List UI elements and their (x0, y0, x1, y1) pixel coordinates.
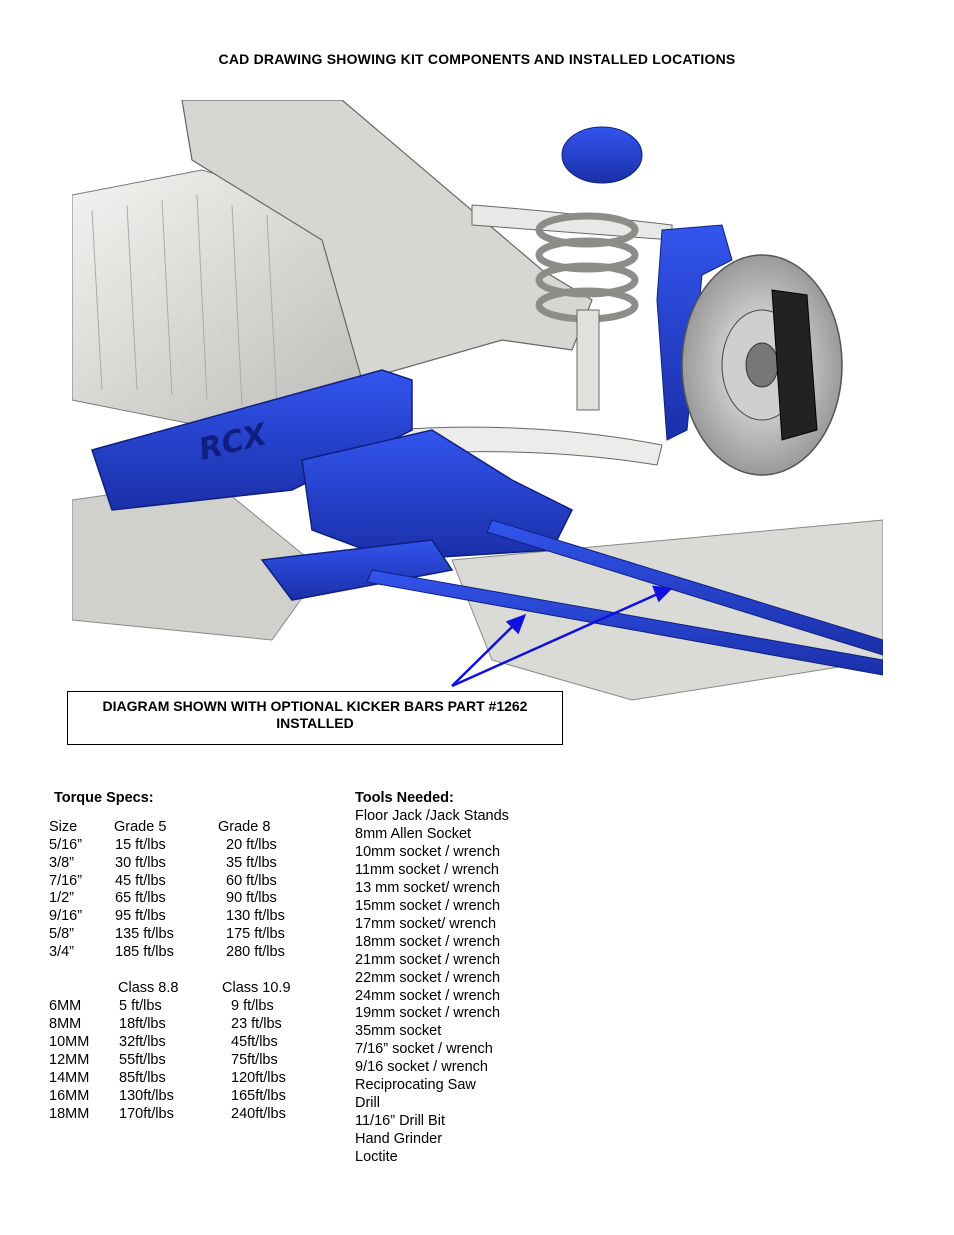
header-size: Size (49, 819, 78, 835)
list-item: 15mm socket / wrench (355, 897, 501, 914)
list-item: 19mm socket / wrench (355, 1005, 501, 1022)
header-grade8: Grade 8 (218, 819, 271, 835)
torque-specs-heading: Torque Specs: (54, 790, 154, 806)
list-item: 24mm socket / wrench (355, 987, 501, 1004)
list-item: 11/16” Drill Bit (355, 1113, 445, 1130)
list-item: 8mm Allen Socket (355, 825, 472, 842)
list-item: 21mm socket / wrench (355, 951, 501, 968)
list-item: Floor Jack /Jack Stands (355, 808, 509, 824)
list-item: 11mm socket / wrench (355, 861, 499, 878)
header-class88: Class 8.8 (118, 980, 179, 996)
list-item: 7/16” socket / wrench (355, 1041, 493, 1058)
tools-needed-heading: Tools Needed: (355, 790, 454, 806)
header-class109: Class 10.9 (222, 980, 291, 996)
list-item: 9/16 socket / wrench (355, 1059, 488, 1076)
page-title: CAD DRAWING SHOWING KIT COMPONENTS AND INSTALLED LOCATIONS (218, 51, 736, 67)
list-item: 22mm socket / wrench (355, 969, 501, 986)
shock-body (577, 310, 599, 410)
kicker-bars-callout: DIAGRAM SHOWN WITH OPTIONAL KICKER BARS PART #1262 INSTALLED (67, 691, 563, 745)
list-item: Reciprocating Saw (355, 1077, 476, 1094)
list-item: Hand Grinder (355, 1131, 443, 1148)
cad-drawing (72, 100, 883, 720)
list-item: 17mm socket/ wrench (355, 915, 497, 932)
list-item: Drill (355, 1095, 380, 1112)
header-grade5: Grade 5 (114, 819, 167, 835)
list-item: 13 mm socket/ wrench (355, 879, 501, 896)
list-item: 18mm socket / wrench (355, 933, 501, 950)
upper-control-arm (472, 205, 672, 240)
rcx-logo: RCX (195, 417, 271, 468)
strut-mount (562, 127, 642, 183)
list-item: 35mm socket (355, 1023, 442, 1040)
list-item: 10mm socket / wrench (355, 843, 501, 860)
list-item: Loctite (355, 1149, 398, 1166)
tools-list (355, 808, 509, 1167)
